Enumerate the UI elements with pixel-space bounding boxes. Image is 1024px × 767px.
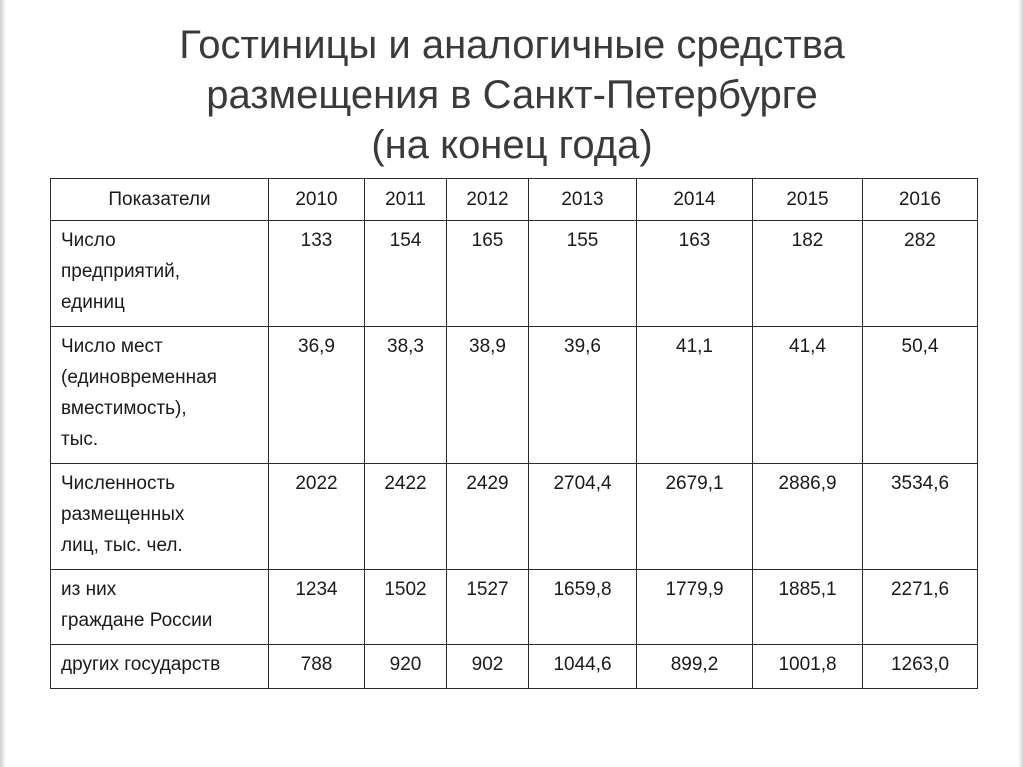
header-year-2010: 2010 [269,179,365,221]
row-label-line: лиц, тыс. чел. [61,535,183,556]
row-label-line: единиц [61,292,125,313]
table-cell: 155 [529,221,637,327]
row-label-line: размещенных [61,504,185,525]
row-label-line: вместимость), [61,398,187,419]
table-cell: 1001,8 [753,645,863,689]
table-row-russian-citizens [51,570,978,645]
table-cell: 3534,6 [863,464,978,570]
table-cell: 38,3 [365,327,447,464]
slide-title-line-1: Гостиницы и аналогичные средства [179,23,845,67]
table-cell: 2422 [365,464,447,570]
table-row-guests [51,464,978,570]
row-label-line: Число [61,230,116,251]
row-label-russian-citizens [51,570,269,645]
table-cell: 2679,1 [637,464,753,570]
table-cell: 1044,6 [529,645,637,689]
row-label-line: предприятий, [61,261,181,282]
table-cell: 282 [863,221,978,327]
slide-title [0,20,1024,170]
table-cell: 38,9 [447,327,529,464]
table-cell: 899,2 [637,645,753,689]
table-cell: 41,4 [753,327,863,464]
table-cell: 2429 [447,464,529,570]
table-cell: 1502 [365,570,447,645]
table-cell: 165 [447,221,529,327]
table-header-row [51,179,978,221]
header-year-2014: 2014 [637,179,753,221]
table-cell: 182 [753,221,863,327]
statistics-table [50,178,978,689]
table-cell: 2022 [269,464,365,570]
header-year-2016: 2016 [863,179,978,221]
row-label-capacity [51,327,269,464]
table-cell: 133 [269,221,365,327]
table-row-enterprises [51,221,978,327]
row-label-line: из них [61,579,117,600]
table-cell: 2271,6 [863,570,978,645]
row-label-line: граждане России [61,610,213,631]
table-cell: 788 [269,645,365,689]
table-cell: 920 [365,645,447,689]
header-year-2015: 2015 [753,179,863,221]
table-cell: 39,6 [529,327,637,464]
table-cell: 163 [637,221,753,327]
row-label-enterprises [51,221,269,327]
table-cell: 1659,8 [529,570,637,645]
row-label-guests [51,464,269,570]
table-cell: 50,4 [863,327,978,464]
row-label-line: тыс. [61,429,99,450]
table-cell: 1263,0 [863,645,978,689]
table-cell: 2704,4 [529,464,637,570]
table-cell: 1234 [269,570,365,645]
table-cell: 154 [365,221,447,327]
header-year-2013: 2013 [529,179,637,221]
row-label-line: других государств [61,654,221,675]
row-label-foreign-citizens [51,645,269,689]
header-year-2011: 2011 [365,179,447,221]
table-cell: 41,1 [637,327,753,464]
table-cell: 1779,9 [637,570,753,645]
row-label-line: Число мест [61,336,163,357]
table-row-foreign-citizens [51,645,978,689]
table-cell: 1885,1 [753,570,863,645]
header-indicator: Показатели [51,179,269,221]
row-label-line: (единовременная [61,367,217,388]
slide-title-line-3: (на конец года) [371,123,653,167]
table-cell: 1527 [447,570,529,645]
table-cell: 36,9 [269,327,365,464]
header-year-2012: 2012 [447,179,529,221]
table-row-capacity [51,327,978,464]
row-label-line: Численность [61,473,176,494]
table-cell: 2886,9 [753,464,863,570]
table-cell: 902 [447,645,529,689]
slide-title-line-2: размещения в Санкт-Петербурге [206,73,818,117]
